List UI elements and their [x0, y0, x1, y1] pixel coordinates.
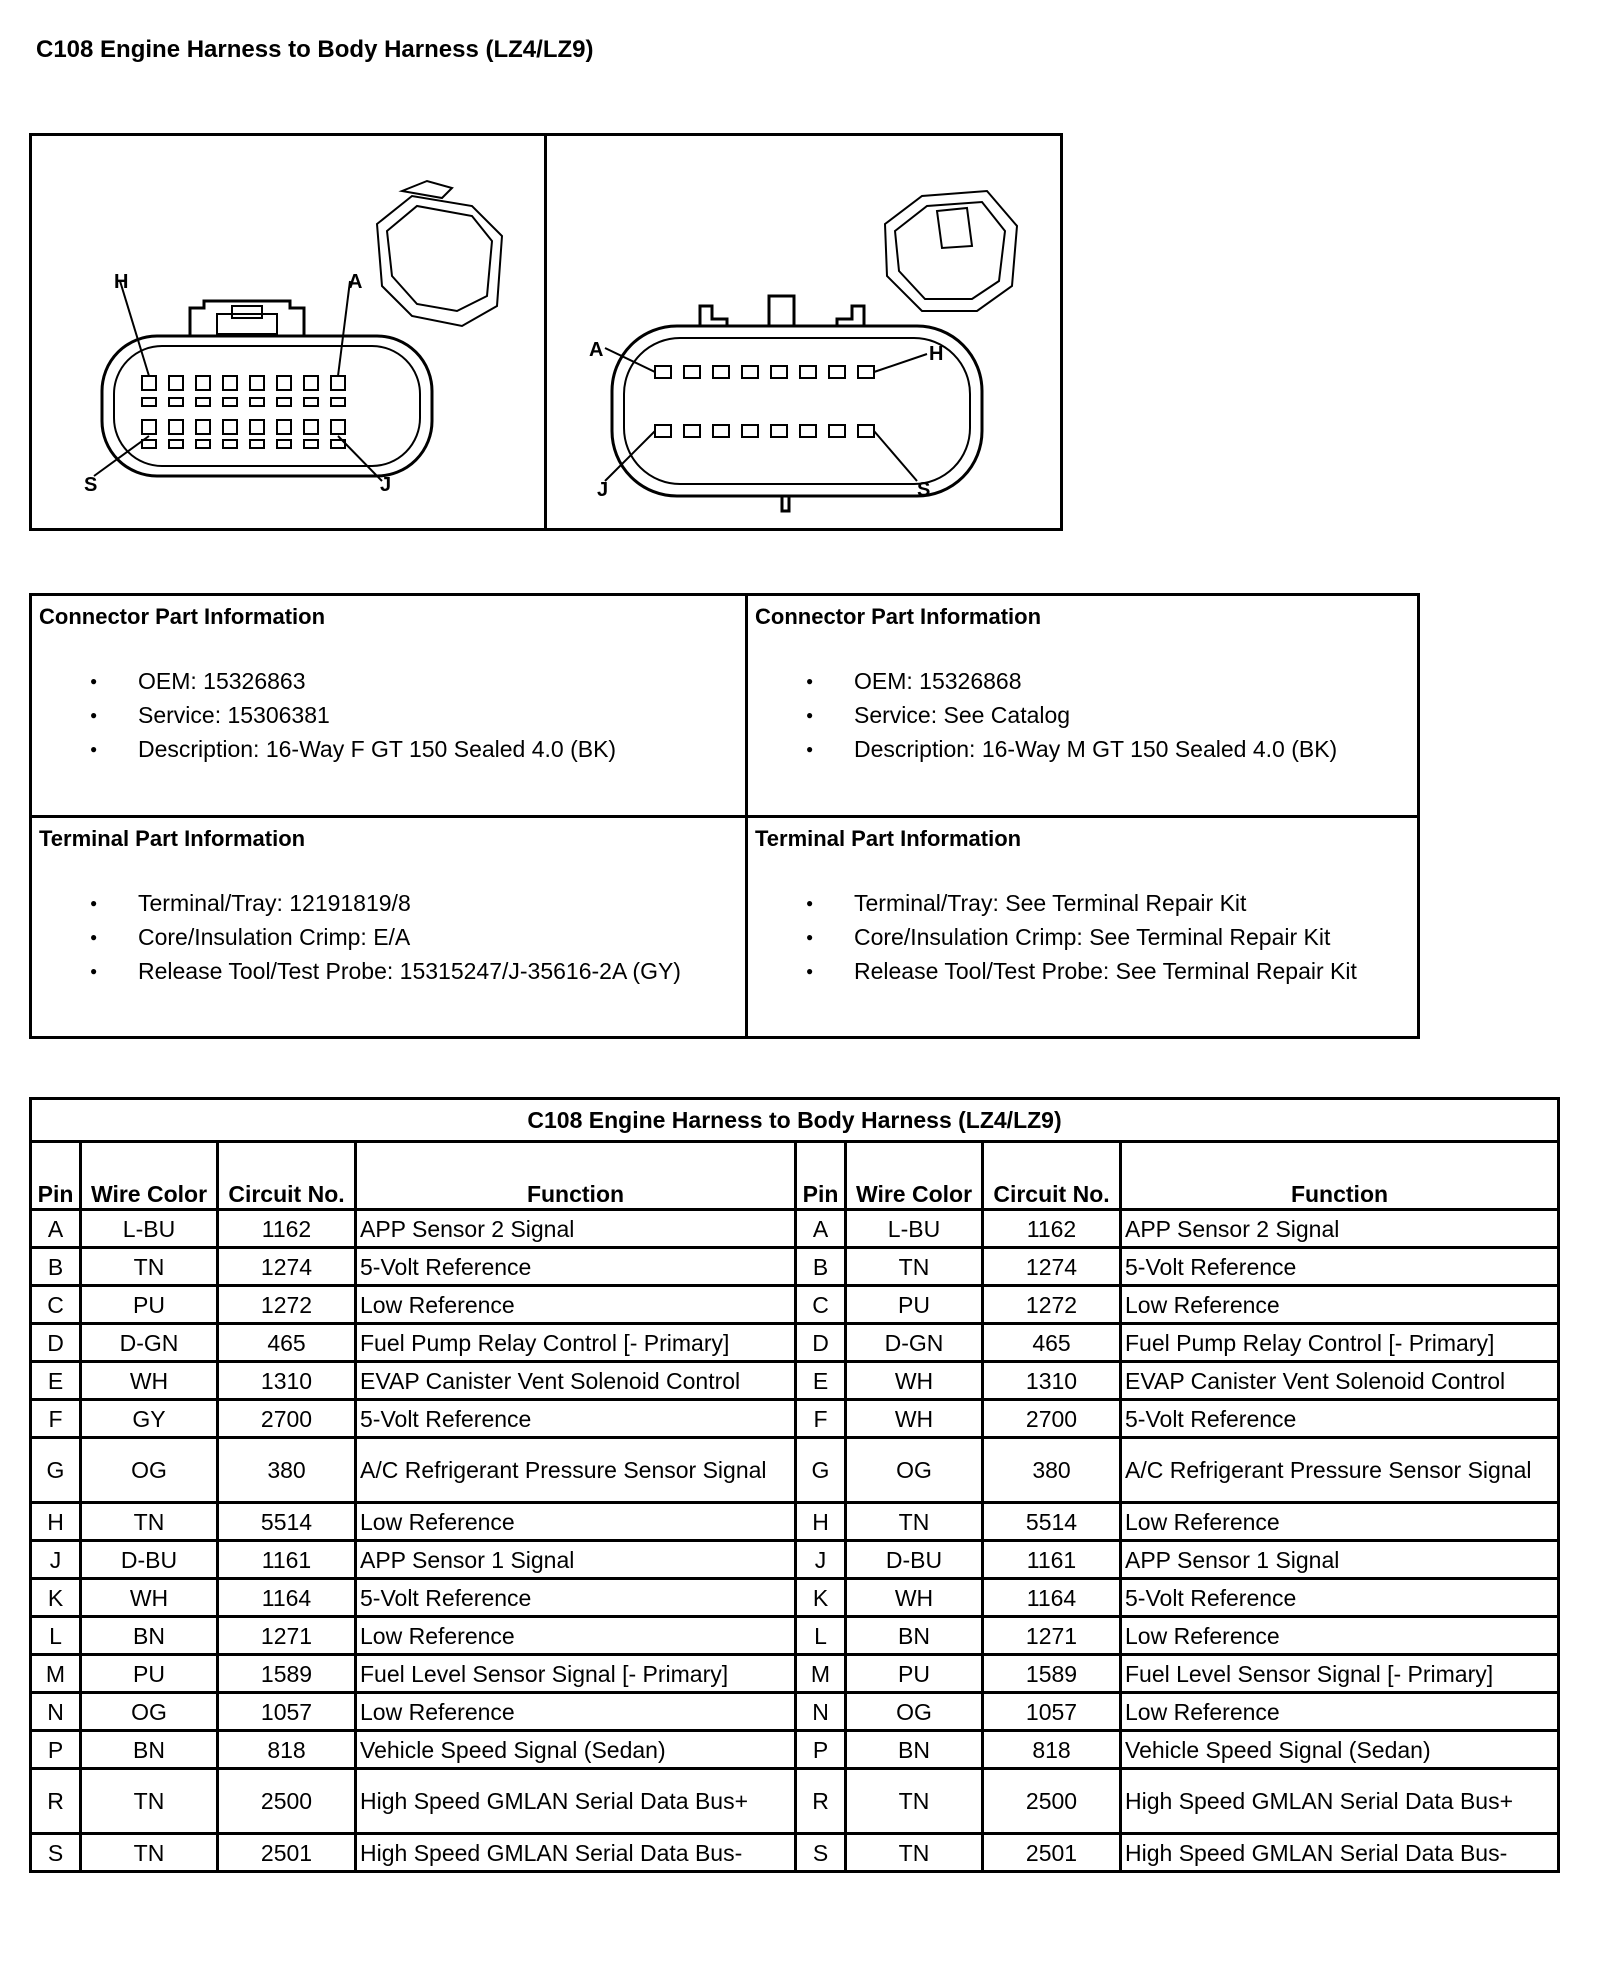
- label-top-right: H: [929, 343, 944, 365]
- cell-function: 5-Volt Reference: [356, 1248, 796, 1286]
- bullet-list: [32, 664, 616, 766]
- cell-circuit-no: 1271: [983, 1617, 1121, 1655]
- female-pin-cavities: [142, 376, 345, 448]
- cell-wire-color: PU: [81, 1286, 218, 1324]
- cell-function: Low Reference: [356, 1286, 796, 1324]
- cell-wire-color: OG: [846, 1438, 983, 1503]
- cell-pin: S: [796, 1834, 846, 1872]
- cell-circuit-no: 1272: [218, 1286, 356, 1324]
- list-item: ● Core/Insulation Crimp: See Terminal Repair Kit: [748, 920, 1357, 954]
- cell-function: 5-Volt Reference: [1121, 1400, 1559, 1438]
- cell-pin: E: [31, 1362, 81, 1400]
- pin-table: [29, 1097, 1560, 1873]
- table-row: [31, 1400, 1559, 1438]
- cell-function: EVAP Canister Vent Solenoid Control: [356, 1362, 796, 1400]
- cell-circuit-no: 1589: [218, 1655, 356, 1693]
- header-wire-color: Wire Color: [846, 1142, 983, 1210]
- list-item: ● Service: 15306381: [32, 698, 616, 732]
- page-title: C108 Engine Harness to Body Harness (LZ4/LZ9): [36, 36, 594, 63]
- cell-wire-color: PU: [846, 1286, 983, 1324]
- part-info-grid: [29, 593, 1420, 1039]
- section-heading: Connector Part Information: [755, 604, 1042, 629]
- cell-circuit-no: 1162: [983, 1210, 1121, 1248]
- cell-circuit-no: 465: [983, 1324, 1121, 1362]
- cell-function: Fuel Pump Relay Control [- Primary]: [356, 1324, 796, 1362]
- female-connector-diagram: [32, 136, 544, 528]
- table-row: [31, 1324, 1559, 1362]
- cell-wire-color: OG: [81, 1693, 218, 1731]
- cell-circuit-no: 1272: [983, 1286, 1121, 1324]
- cell-circuit-no: 1162: [218, 1210, 356, 1248]
- cell-circuit-no: 818: [983, 1731, 1121, 1769]
- cell-pin: H: [31, 1503, 81, 1541]
- cell-function: Low Reference: [1121, 1617, 1559, 1655]
- cell-pin: F: [31, 1400, 81, 1438]
- cell-circuit-no: 1271: [218, 1617, 356, 1655]
- label-top-left: H: [114, 271, 129, 293]
- table-row: [31, 1655, 1559, 1693]
- cell-function: 5-Volt Reference: [356, 1579, 796, 1617]
- cell-circuit-no: 1274: [983, 1248, 1121, 1286]
- cell-wire-color: PU: [846, 1655, 983, 1693]
- label-top-left: A: [589, 339, 604, 361]
- cell-wire-color: TN: [81, 1248, 218, 1286]
- cell-pin: G: [796, 1438, 846, 1503]
- cell-pin: J: [796, 1541, 846, 1579]
- cell-circuit-no: 380: [218, 1438, 356, 1503]
- cell-pin: D: [31, 1324, 81, 1362]
- cell-pin: C: [31, 1286, 81, 1324]
- table-row: [31, 1579, 1559, 1617]
- cell-wire-color: TN: [81, 1834, 218, 1872]
- list-item: ● Core/Insulation Crimp: E/A: [32, 920, 681, 954]
- cell-wire-color: WH: [81, 1362, 218, 1400]
- header-pin: Pin: [31, 1142, 81, 1210]
- label-bottom-right: J: [380, 474, 392, 496]
- cell-wire-color: GY: [81, 1400, 218, 1438]
- table-row: [31, 1248, 1559, 1286]
- cell-circuit-no: 1164: [983, 1579, 1121, 1617]
- cell-circuit-no: 818: [218, 1731, 356, 1769]
- cell-pin: K: [796, 1579, 846, 1617]
- header-pin: Pin: [796, 1142, 846, 1210]
- cell-wire-color: TN: [846, 1248, 983, 1286]
- cell-circuit-no: 2500: [218, 1769, 356, 1834]
- cell-wire-color: L-BU: [81, 1210, 218, 1248]
- cell-circuit-no: 1310: [983, 1362, 1121, 1400]
- list-item: ● OEM: 15326868: [748, 664, 1337, 698]
- cell-pin: A: [796, 1210, 846, 1248]
- cell-function: High Speed GMLAN Serial Data Bus-: [1121, 1834, 1559, 1872]
- cell-pin: B: [31, 1248, 81, 1286]
- cell-circuit-no: 1057: [983, 1693, 1121, 1731]
- cell-wire-color: D-BU: [846, 1541, 983, 1579]
- cell-function: Low Reference: [356, 1693, 796, 1731]
- cell-wire-color: TN: [846, 1769, 983, 1834]
- cell-wire-color: OG: [846, 1693, 983, 1731]
- cell-function: 5-Volt Reference: [1121, 1579, 1559, 1617]
- cell-circuit-no: 2500: [983, 1769, 1121, 1834]
- left-terminal-info: [32, 818, 745, 1036]
- cell-wire-color: WH: [846, 1400, 983, 1438]
- cell-pin: M: [796, 1655, 846, 1693]
- list-item: ● OEM: 15326863: [32, 664, 616, 698]
- cell-function: APP Sensor 2 Signal: [1121, 1210, 1559, 1248]
- cell-function: APP Sensor 2 Signal: [356, 1210, 796, 1248]
- table-row: [31, 1693, 1559, 1731]
- table-row: [31, 1210, 1559, 1248]
- cell-wire-color: D-GN: [846, 1324, 983, 1362]
- cell-circuit-no: 1161: [983, 1541, 1121, 1579]
- table-row: [31, 1617, 1559, 1655]
- list-item: ● Service: See Catalog: [748, 698, 1337, 732]
- cell-circuit-no: 465: [218, 1324, 356, 1362]
- section-heading: Connector Part Information: [39, 604, 326, 629]
- cell-function: Fuel Pump Relay Control [- Primary]: [1121, 1324, 1559, 1362]
- cell-wire-color: WH: [81, 1579, 218, 1617]
- cell-wire-color: TN: [81, 1769, 218, 1834]
- cell-function: Fuel Level Sensor Signal [- Primary]: [356, 1655, 796, 1693]
- list-item: ● Description: 16-Way F GT 150 Sealed 4.0 (BK): [32, 732, 616, 766]
- cell-pin: A: [31, 1210, 81, 1248]
- right-terminal-info: [748, 818, 1417, 1036]
- cell-wire-color: TN: [81, 1503, 218, 1541]
- section-heading: Terminal Part Information: [39, 826, 306, 851]
- list-item: ● Release Tool/Test Probe: 15315247/J-35616-2A (GY): [32, 954, 681, 988]
- cell-wire-color: L-BU: [846, 1210, 983, 1248]
- cell-pin: N: [31, 1693, 81, 1731]
- pin-table-body: [31, 1210, 1559, 1872]
- cell-pin: L: [796, 1617, 846, 1655]
- cell-pin: P: [796, 1731, 846, 1769]
- cell-wire-color: BN: [846, 1617, 983, 1655]
- cell-pin: R: [31, 1769, 81, 1834]
- cell-circuit-no: 2501: [218, 1834, 356, 1872]
- cell-wire-color: WH: [846, 1579, 983, 1617]
- cell-pin: B: [796, 1248, 846, 1286]
- left-connector-info: [32, 596, 745, 815]
- cell-circuit-no: 1161: [218, 1541, 356, 1579]
- table-caption: C108 Engine Harness to Body Harness (LZ4/LZ9): [31, 1099, 1559, 1142]
- cell-pin: L: [31, 1617, 81, 1655]
- cell-wire-color: OG: [81, 1438, 218, 1503]
- cell-wire-color: BN: [846, 1731, 983, 1769]
- table-row: [31, 1362, 1559, 1400]
- cell-function: High Speed GMLAN Serial Data Bus-: [356, 1834, 796, 1872]
- label-bottom-left: S: [84, 474, 98, 496]
- male-pin-cavities: [655, 366, 874, 437]
- cell-circuit-no: 1310: [218, 1362, 356, 1400]
- list-item: ● Terminal/Tray: 12191819/8: [32, 886, 681, 920]
- cell-function: APP Sensor 1 Signal: [1121, 1541, 1559, 1579]
- list-item: ● Release Tool/Test Probe: See Terminal Repair Kit: [748, 954, 1357, 988]
- table-row: [31, 1438, 1559, 1503]
- cell-circuit-no: 1057: [218, 1693, 356, 1731]
- cell-pin: N: [796, 1693, 846, 1731]
- cell-function: Fuel Level Sensor Signal [- Primary]: [1121, 1655, 1559, 1693]
- cell-function: High Speed GMLAN Serial Data Bus+: [1121, 1769, 1559, 1834]
- list-item: ● Description: 16-Way M GT 150 Sealed 4.0 (BK): [748, 732, 1337, 766]
- header-circuit-no: Circuit No.: [983, 1142, 1121, 1210]
- header-wire-color: Wire Color: [81, 1142, 218, 1210]
- cell-wire-color: D-GN: [81, 1324, 218, 1362]
- cell-pin: C: [796, 1286, 846, 1324]
- label-bottom-right: S: [917, 479, 931, 501]
- cell-wire-color: BN: [81, 1617, 218, 1655]
- cell-pin: G: [31, 1438, 81, 1503]
- cell-function: A/C Refrigerant Pressure Sensor Signal: [1121, 1438, 1559, 1503]
- cell-circuit-no: 1274: [218, 1248, 356, 1286]
- cell-function: 5-Volt Reference: [356, 1400, 796, 1438]
- cell-function: 5-Volt Reference: [1121, 1248, 1559, 1286]
- bullet-list: [748, 664, 1337, 766]
- table-row: [31, 1834, 1559, 1872]
- cell-wire-color: BN: [81, 1731, 218, 1769]
- cell-function: APP Sensor 1 Signal: [356, 1541, 796, 1579]
- header-function: Function: [356, 1142, 796, 1210]
- cell-function: Low Reference: [356, 1503, 796, 1541]
- cell-wire-color: PU: [81, 1655, 218, 1693]
- cell-function: Low Reference: [1121, 1503, 1559, 1541]
- cell-function: EVAP Canister Vent Solenoid Control: [1121, 1362, 1559, 1400]
- cell-circuit-no: 2501: [983, 1834, 1121, 1872]
- cell-pin: E: [796, 1362, 846, 1400]
- header-function: Function: [1121, 1142, 1559, 1210]
- right-connector-info: [748, 596, 1417, 815]
- cell-circuit-no: 5514: [983, 1503, 1121, 1541]
- table-row: [31, 1731, 1559, 1769]
- cell-pin: K: [31, 1579, 81, 1617]
- cell-circuit-no: 1164: [218, 1579, 356, 1617]
- cell-pin: P: [31, 1731, 81, 1769]
- cell-circuit-no: 5514: [218, 1503, 356, 1541]
- male-connector-diagram: [547, 136, 1063, 528]
- cell-circuit-no: 1589: [983, 1655, 1121, 1693]
- bullet-list: [748, 886, 1357, 988]
- label-bottom-left: J: [597, 479, 609, 501]
- label-top-right: A: [348, 271, 363, 293]
- cell-pin: S: [31, 1834, 81, 1872]
- header-circuit-no: Circuit No.: [218, 1142, 356, 1210]
- cell-circuit-no: 380: [983, 1438, 1121, 1503]
- cell-function: Vehicle Speed Signal (Sedan): [1121, 1731, 1559, 1769]
- cell-function: Low Reference: [356, 1617, 796, 1655]
- list-item: ● Terminal/Tray: See Terminal Repair Kit: [748, 886, 1357, 920]
- cell-function: Low Reference: [1121, 1693, 1559, 1731]
- section-heading: Terminal Part Information: [755, 826, 1022, 851]
- cell-function: A/C Refrigerant Pressure Sensor Signal: [356, 1438, 796, 1503]
- cell-pin: H: [796, 1503, 846, 1541]
- table-row: [31, 1286, 1559, 1324]
- table-row: [31, 1503, 1559, 1541]
- cell-pin: M: [31, 1655, 81, 1693]
- connector-diagram-frame: [29, 133, 1063, 531]
- cell-pin: R: [796, 1769, 846, 1834]
- cell-circuit-no: 2700: [218, 1400, 356, 1438]
- cell-function: Low Reference: [1121, 1286, 1559, 1324]
- cell-function: Vehicle Speed Signal (Sedan): [356, 1731, 796, 1769]
- cell-wire-color: TN: [846, 1834, 983, 1872]
- cell-pin: J: [31, 1541, 81, 1579]
- cell-circuit-no: 2700: [983, 1400, 1121, 1438]
- cell-pin: D: [796, 1324, 846, 1362]
- cell-wire-color: D-BU: [81, 1541, 218, 1579]
- table-row: [31, 1541, 1559, 1579]
- bullet-list: [32, 886, 681, 988]
- cell-pin: F: [796, 1400, 846, 1438]
- cell-function: High Speed GMLAN Serial Data Bus+: [356, 1769, 796, 1834]
- cell-wire-color: WH: [846, 1362, 983, 1400]
- cell-wire-color: TN: [846, 1503, 983, 1541]
- table-row: [31, 1769, 1559, 1834]
